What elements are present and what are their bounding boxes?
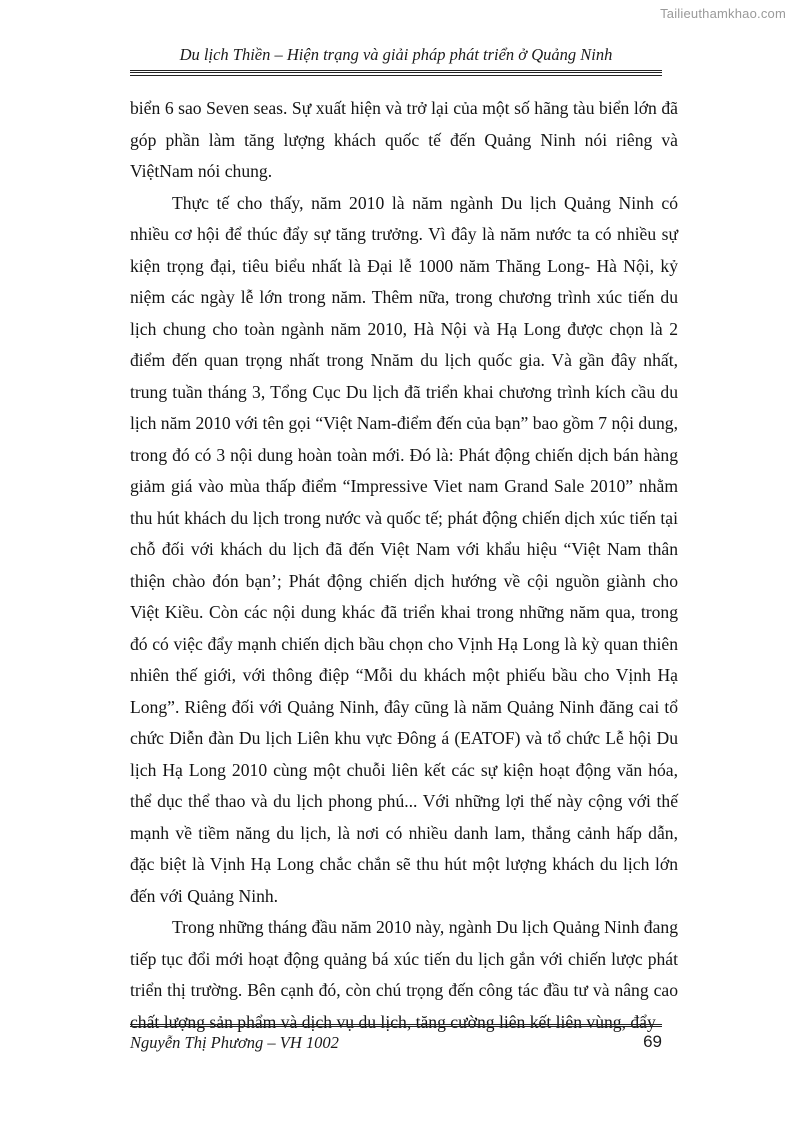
page-number: 69 <box>643 1032 662 1051</box>
footer-divider <box>130 1024 662 1027</box>
paragraph-continuation: biển 6 sao Seven seas. Sự xuất hiện và trở lại của một số hãng tàu biển lớn đã góp phần làm tăng lượng khách quốc tế đến Quảng Ninh nói riêng và ViệtNam nói chung. <box>130 98 678 181</box>
watermark-text: Tailieuthamkhao.com <box>660 6 786 21</box>
footer-author: Nguyễn Thị Phương – VH 1002 <box>130 1033 339 1052</box>
paragraph: Trong những tháng đầu năm 2010 này, ngành Du lịch Quảng Ninh đang tiếp tục đổi mới hoạt động quảng bá xúc tiến du lịch gắn với chiến lược phát triển thị trường. Bên cạnh đó, còn chú trọng đến công tác đầu tư và nâng cao chất lượng sản phẩm và dịch vụ du lịch, tăng cường liên kết liên vùng, đẩy <box>130 917 678 1032</box>
paragraph: Thực tế cho thấy, năm 2010 là năm ngành Du lịch Quảng Ninh có nhiều cơ hội để thúc đẩy sự tăng trưởng. Vì đây là năm nước ta có nhiều sự kiện trọng đại, tiêu biểu nhất là Đại lễ 1000 năm Thăng Long- Hà Nội, kỷ niệm các ngày lễ lớn trong năm. Thêm nữa, trong chương trình xúc tiến du lịch chung cho toàn ngành năm 2010, Hà Nội và Hạ Long được chọn là 2 điểm đến quan trọng nhất trong Nnăm du lịch quốc gia. Và gần đây nhất, trung tuần tháng 3, Tổng Cục Du lịch đã triển khai chương trình kích cầu du lịch năm 2010 với tên gọi “Việt Nam-điểm đến của bạn” bao gồm 7 nội dung, trong đó có 3 nội dung hoàn toàn mới. Đó là: Phát động chiến dịch bán hàng giảm giá vào mùa thấp điểm “Impressive Viet nam Grand Sale 2010” nhằm thu hút khách du lịch trong nước và quốc tế; phát động chiến dịch xúc tiến tại chỗ đối với khách du lịch đã đến Việt Nam với khẩu hiệu “Việt Nam thân thiện chào đón bạn’; Phát động chiến dịch hướng về cội nguồn giành cho Việt Kiều. Còn các nội dung khác đã triển khai trong những năm qua, trong đó có việc đẩy mạnh chiến dịch bầu chọn cho Vịnh Hạ Long là kỳ quan thiên nhiên thế giới, với thông điệp “Mỗi du khách một phiếu bầu cho Vịnh Hạ Long”. Riêng đối với Quảng Ninh, đây cũng là năm Quảng Ninh đăng cai tổ chức Diễn đàn Du lịch Liên khu vực Đông á (EATOF) và tổ chức Lễ hội Du lịch Hạ Long 2010 cùng một chuỗi liên kết các sự kiện hoạt động văn hóa, thể dục thể thao và du lịch phong phú... Với những lợi thế này cộng với thế mạnh về tiềm năng du lịch, là nơi có nhiều danh lam, thắng cảnh hấp dẫn, đặc biệt là Vịnh Hạ Long chắc chắn sẽ thu hút một lượng khách du lịch lớn đến với Quảng Ninh. <box>130 192 678 906</box>
running-header: Du lịch Thiền – Hiện trạng và giải pháp phát triển ở Quảng Ninh <box>179 45 613 64</box>
header-divider <box>130 70 662 73</box>
body-text <box>130 93 678 1038</box>
